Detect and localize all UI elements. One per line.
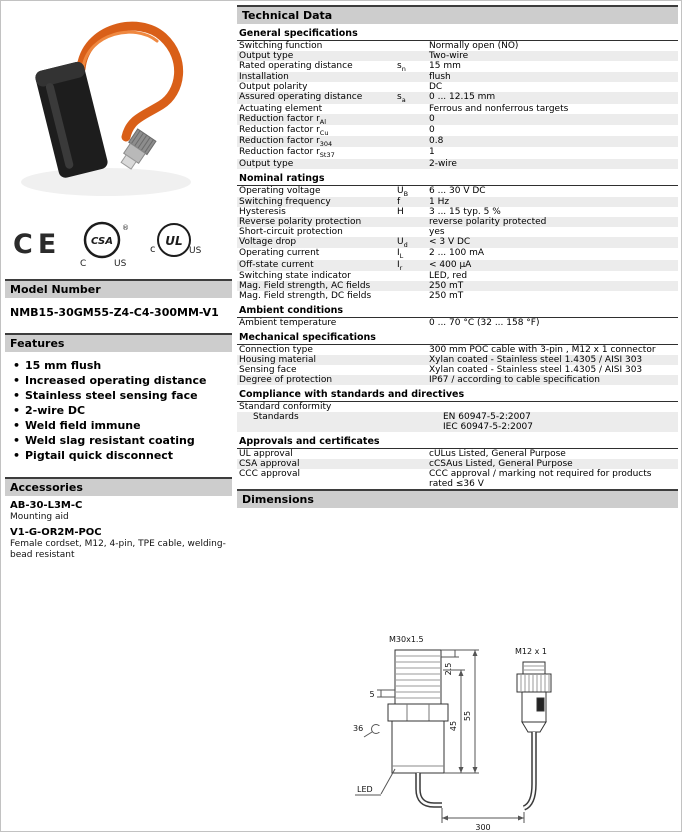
- sensor-pigtail-core: [418, 773, 442, 805]
- spec-value: cULus Listed, General Purpose: [429, 448, 566, 459]
- spec-label-subscript: Cu: [319, 128, 329, 137]
- spec-row: [237, 114, 678, 125]
- spec-row: [237, 51, 678, 61]
- spec-value: Xylan coated - Stainless steel 1.4305 / AISI 303: [429, 354, 643, 365]
- spec-label: Mag. Field strength, DC fields: [239, 290, 372, 301]
- spec-label: Connection type: [239, 344, 313, 355]
- spec-value: EN 60947-5-2:2007 IEC 60947-5-2:2007: [443, 411, 533, 432]
- spec-row: [237, 260, 678, 271]
- accessory-item: [10, 527, 227, 561]
- product-photo: [5, 5, 232, 215]
- spec-symbol: $I_r$: [397, 259, 403, 272]
- spec-symbol-subscript: r: [399, 263, 403, 272]
- spec-symbol: $U_B$: [397, 185, 409, 198]
- spec-symbol-subscript: d: [403, 240, 408, 249]
- spec-row: [237, 355, 678, 365]
- spec-row: [237, 41, 678, 51]
- spec-value: Ferrous and nonferrous targets: [429, 103, 569, 114]
- spec-label: Output polarity: [239, 82, 308, 93]
- connector-outline: [517, 662, 551, 732]
- spec-label: Switching frequency: [239, 197, 331, 208]
- ul-us-label: US: [189, 246, 202, 256]
- connector-size-label: M12 x 1: [515, 646, 547, 656]
- spec-label: Reduction factor $r_{Cu}$: [239, 124, 329, 137]
- spec-value: < 400 μA: [429, 259, 472, 270]
- dimension-arrows: [442, 650, 524, 821]
- offset-dim-label: 2.5: [444, 662, 453, 676]
- spec-row: [237, 227, 678, 237]
- spec-label: Switching state indicator: [239, 270, 351, 281]
- spec-value: 0: [429, 124, 435, 135]
- accessories-list: [5, 496, 232, 561]
- spec-row: [237, 291, 678, 301]
- spec-value: 15 mm: [429, 61, 461, 71]
- dimension-drawing-svg: [343, 626, 593, 832]
- spec-value: < 3 V DC: [429, 237, 471, 248]
- spec-label: Rated operating distance: [239, 61, 353, 71]
- spec-label: Hysteresis: [239, 207, 286, 218]
- spec-row: [237, 248, 678, 259]
- spec-value: cCSAus Listed, General Purpose: [429, 458, 573, 469]
- csa-mark: [77, 220, 131, 268]
- spec-label: Standard conformity: [239, 401, 332, 412]
- spec-row: [237, 104, 678, 114]
- spec-symbol-subscript: L: [399, 252, 404, 261]
- spec-label: Assured operating distance: [239, 92, 363, 103]
- spec-section-title: General specifications: [237, 26, 678, 41]
- spec-label: Housing material: [239, 354, 317, 365]
- spec-row: [237, 207, 678, 217]
- sensor-barrel: [34, 60, 109, 179]
- sensor-outline: [388, 650, 448, 773]
- spec-label: CCC approval: [239, 468, 301, 479]
- spec-row: [237, 72, 678, 82]
- spec-row: [237, 449, 678, 459]
- spec-row: [237, 237, 678, 248]
- spec-row: [237, 217, 678, 227]
- accessory-description: Mounting aid: [10, 512, 69, 522]
- csa-letters: CSA: [91, 236, 114, 247]
- spec-label: CSA approval: [239, 458, 300, 469]
- model-number-header: Model Number: [5, 279, 232, 298]
- spec-label-subscript: Al: [319, 117, 327, 126]
- length55-dim-label: 55: [463, 710, 472, 722]
- ul-mark: [147, 220, 203, 268]
- spec-row: [237, 412, 678, 432]
- length45-dim-label: 45: [449, 720, 458, 732]
- spec-value: 6 ... 30 V DC: [429, 185, 486, 196]
- cable-length-label: 300: [475, 822, 491, 832]
- hex-size-label: 36: [353, 723, 364, 733]
- csa-registered-icon: ®: [122, 224, 130, 232]
- spec-symbol: H: [397, 207, 404, 218]
- spec-symbol-subscript: n: [401, 64, 406, 73]
- spec-symbol: $U_d$: [397, 237, 408, 249]
- spec-value: LED, red: [429, 270, 468, 281]
- spec-section-title: Mechanical specifications: [237, 330, 678, 345]
- spec-value: 2 ... 100 mA: [429, 248, 484, 259]
- spec-section-title: Approvals and certificates: [237, 434, 678, 449]
- spec-value: IP67 / according to cable specification: [429, 374, 600, 385]
- led-label: LED: [357, 784, 373, 794]
- spec-label: Sensing face: [239, 364, 297, 375]
- spec-value: 0 ... 12.15 mm: [429, 92, 496, 103]
- spec-value: 250 mT: [429, 280, 464, 291]
- spec-value: 300 mm POC cable with 3-pin , M12 x 1 connector: [429, 344, 656, 355]
- spec-section-title: Compliance with standards and directives: [237, 387, 678, 402]
- ul-letters: UL: [165, 234, 183, 248]
- feature-item: • Weld field immune: [13, 418, 232, 433]
- spec-symbol: $I_L$: [397, 248, 404, 261]
- thread-size-label: M30x1.5: [389, 634, 424, 644]
- product-photo-svg: [11, 7, 225, 211]
- spec-label: Reduction factor $r_{304}$: [239, 136, 333, 148]
- spec-label: Reduction factor $r_{Al}$: [239, 113, 327, 126]
- spec-row: [237, 459, 678, 469]
- accessory-description: Female cordset, M12, 4-pin, TPE cable, welding-bead resistant: [10, 539, 226, 560]
- spec-label: Off-state current: [239, 259, 314, 270]
- feature-item: • Pigtail quick disconnect: [13, 448, 232, 463]
- spec-label: Output type: [239, 158, 294, 169]
- spec-section-title: Ambient conditions: [237, 303, 678, 318]
- left-column: [5, 5, 232, 565]
- accessory-name: V1-G-OR2M-POC: [10, 527, 102, 538]
- spec-symbol: f: [397, 197, 401, 208]
- features-header: Features: [5, 333, 232, 352]
- spec-label: Output type: [239, 51, 294, 61]
- feature-item: • Weld slag resistant coating: [13, 433, 232, 448]
- spec-label: Installation: [239, 72, 289, 83]
- spec-label-subscript: 304: [319, 139, 333, 148]
- accessory-name: AB-30-L3M-C: [10, 500, 83, 511]
- spec-symbol-subscript: a: [401, 96, 406, 105]
- spec-value: DC: [429, 82, 443, 93]
- spec-value: 1 Hz: [429, 197, 450, 208]
- features-list: [5, 358, 232, 463]
- spec-value: 250 mT: [429, 290, 464, 301]
- flush-dim-label: 5: [369, 689, 375, 699]
- csa-us-label: US: [114, 259, 127, 268]
- spec-label: Voltage drop: [239, 237, 297, 248]
- spec-value: Two-wire: [429, 51, 469, 61]
- spec-row: [237, 318, 678, 328]
- spec-row: [237, 469, 678, 489]
- spec-row: [237, 136, 678, 147]
- spec-symbol: $s_n$: [397, 61, 406, 73]
- accessories-header: Accessories: [5, 477, 232, 496]
- spec-row: [237, 125, 678, 136]
- ce-mark: CE: [13, 228, 62, 260]
- spec-value: 2-wire: [429, 158, 457, 169]
- photo-shadow: [21, 168, 191, 196]
- spec-row: [237, 365, 678, 375]
- spec-section-title: Nominal ratings: [237, 171, 678, 186]
- spec-row: [237, 345, 678, 355]
- spec-label: Actuating element: [239, 103, 323, 114]
- feature-item: • 15 mm flush: [13, 358, 232, 373]
- spec-row: [237, 92, 678, 103]
- spec-row: [237, 186, 678, 197]
- spec-label: Reverse polarity protection: [239, 217, 362, 228]
- spec-symbol-subscript: B: [403, 189, 409, 198]
- spec-value: Normally open (NO): [429, 41, 519, 51]
- spec-value: yes: [429, 227, 445, 238]
- spec-label: Switching function: [239, 41, 323, 51]
- spec-value: flush: [429, 72, 451, 83]
- spec-label: Operating voltage: [239, 185, 321, 196]
- spec-value: 1: [429, 147, 435, 158]
- feature-item: • 2-wire DC: [13, 403, 232, 418]
- spec-label: Mag. Field strength, AC fields: [239, 280, 371, 291]
- spec-row: [237, 375, 678, 385]
- spec-label: Degree of protection: [239, 374, 333, 385]
- spec-value: Xylan coated - Stainless steel 1.4305 / AISI 303: [429, 364, 643, 375]
- feature-item: • Increased operating distance: [13, 373, 232, 388]
- spec-label: Operating current: [239, 248, 320, 259]
- certification-logos: [5, 215, 232, 279]
- spec-row: [237, 271, 678, 281]
- technical-data-table: [237, 26, 678, 489]
- spec-row: [237, 61, 678, 72]
- spec-value: 0: [429, 113, 435, 124]
- spec-row: [237, 147, 678, 158]
- spec-label-subscript: St37: [319, 151, 335, 160]
- right-column: [237, 5, 678, 832]
- spec-label: Short-circuit protection: [239, 227, 343, 238]
- spec-value: reverse polarity protected: [429, 217, 547, 228]
- spec-row: [237, 159, 678, 169]
- spec-label: Reduction factor $r_{St37}$: [239, 147, 335, 160]
- spec-value: 0.8: [429, 136, 444, 147]
- spec-symbol: $s_a$: [397, 92, 406, 105]
- dimensions-header: Dimensions: [237, 489, 678, 508]
- technical-data-header: Technical Data: [237, 5, 678, 24]
- spec-value: CCC approval / marking not required for products rated ≤36 V: [429, 468, 652, 489]
- dimension-drawing: [343, 626, 678, 832]
- spec-value: 3 ... 15 typ. 5 %: [429, 207, 501, 218]
- spec-row: [237, 82, 678, 92]
- ul-c-label: c: [150, 244, 156, 255]
- spec-value: 0 ... 70 °C (32 ... 158 °F): [429, 317, 540, 328]
- model-number-value: NMB15-30GM55-Z4-C4-300MM-V1: [10, 306, 219, 319]
- accessory-item: [10, 500, 227, 523]
- spec-row: [237, 281, 678, 291]
- spec-label: Standards: [253, 411, 299, 422]
- spec-label: Ambient temperature: [239, 317, 337, 328]
- csa-c-label: C: [80, 259, 87, 268]
- spec-row: [237, 197, 678, 207]
- spec-label: UL approval: [239, 448, 293, 459]
- feature-item: • Stainless steel sensing face: [13, 388, 232, 403]
- spec-row: [237, 402, 678, 412]
